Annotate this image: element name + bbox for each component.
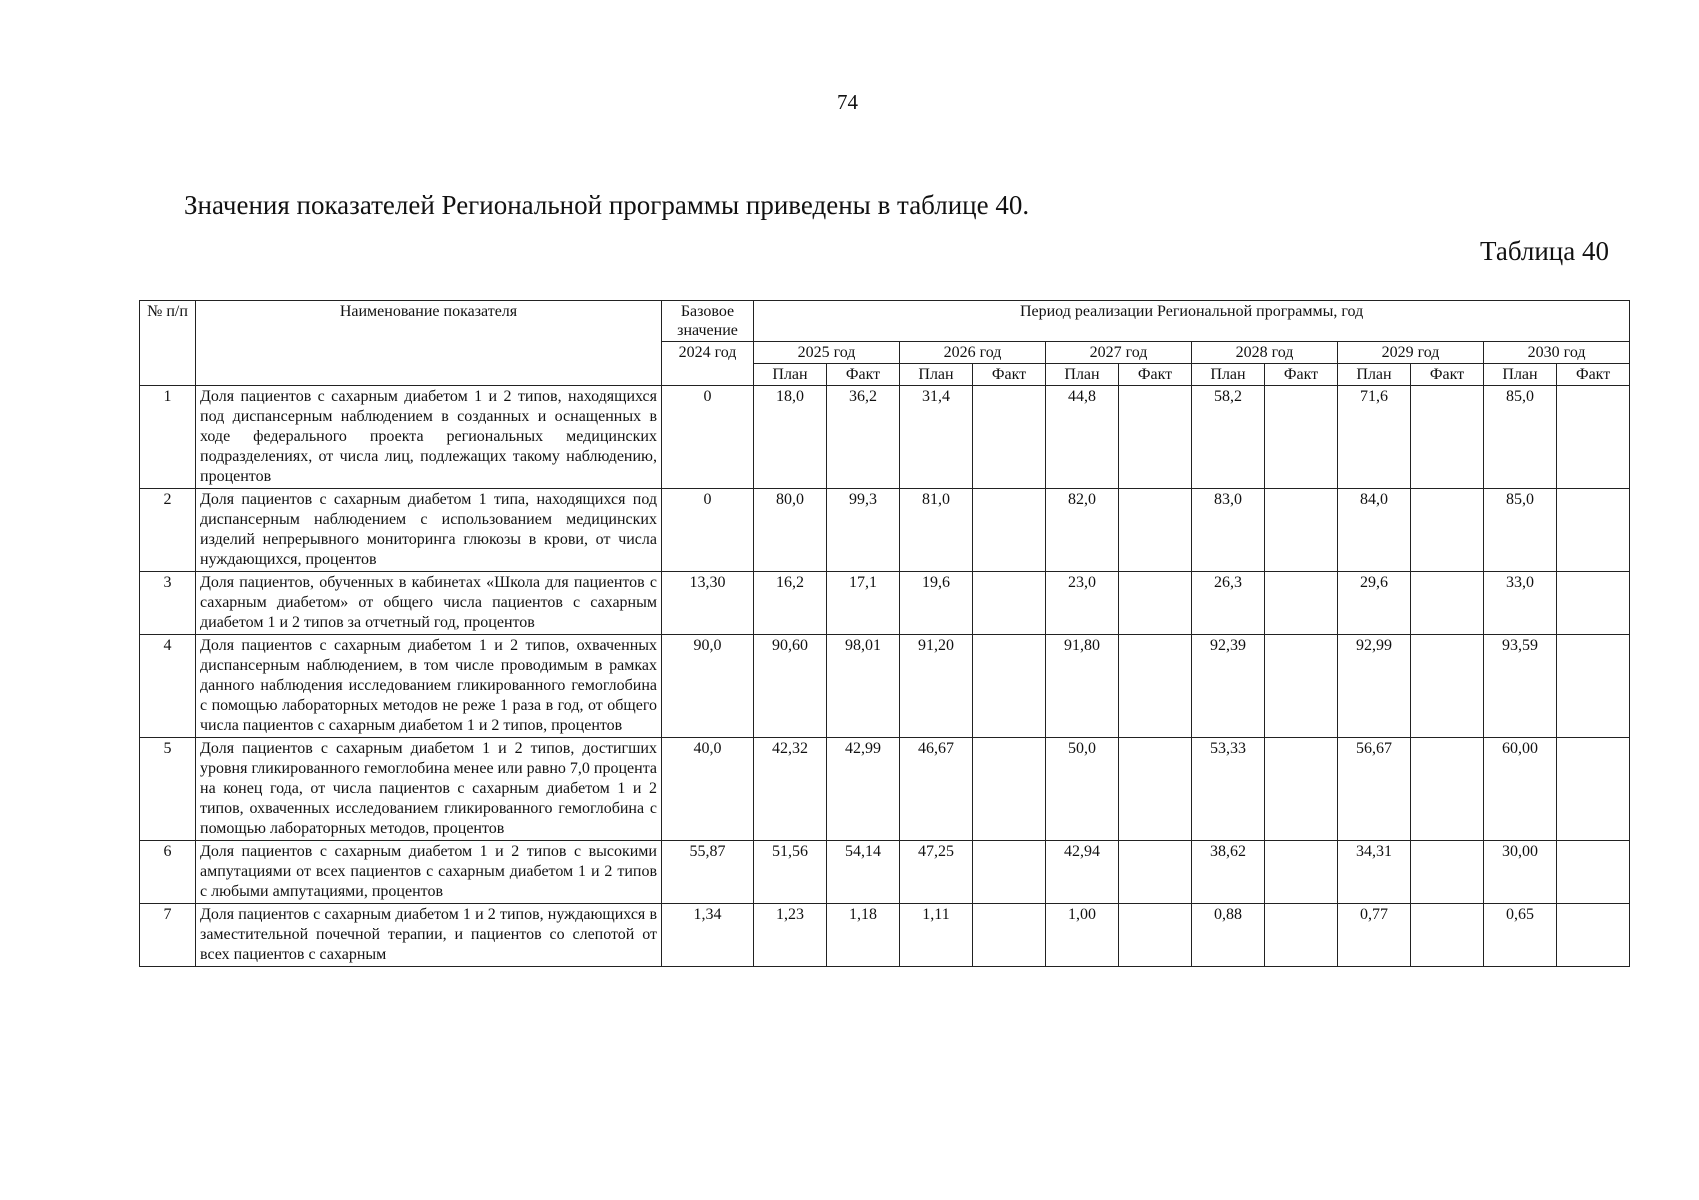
fact-value — [1119, 489, 1192, 572]
base-value: 1,34 — [662, 904, 754, 967]
fact-value: 1,18 — [827, 904, 900, 967]
plan-value: 44,8 — [1046, 386, 1119, 489]
header-year: 2030 год — [1484, 342, 1630, 364]
fact-value — [1119, 572, 1192, 635]
fact-value — [1411, 904, 1484, 967]
plan-value: 23,0 — [1046, 572, 1119, 635]
header-num: № п/п — [140, 301, 196, 386]
header-plan: План — [900, 364, 973, 386]
fact-value — [973, 572, 1046, 635]
indicators-table — [139, 300, 1630, 967]
fact-value — [973, 904, 1046, 967]
base-value: 0 — [662, 489, 754, 572]
fact-value — [1557, 904, 1630, 967]
row-number: 4 — [140, 635, 196, 738]
page-number: 74 — [837, 90, 858, 114]
table-row — [140, 386, 1630, 489]
table-row — [140, 738, 1630, 841]
plan-value: 82,0 — [1046, 489, 1119, 572]
fact-value — [1557, 386, 1630, 489]
row-number: 1 — [140, 386, 196, 489]
plan-value: 38,62 — [1192, 841, 1265, 904]
fact-value — [1411, 841, 1484, 904]
plan-value: 85,0 — [1484, 489, 1557, 572]
plan-value: 42,94 — [1046, 841, 1119, 904]
header-plan: План — [1484, 364, 1557, 386]
fact-value — [1265, 386, 1338, 489]
header-year: 2025 год — [754, 342, 900, 364]
plan-value: 47,25 — [900, 841, 973, 904]
plan-value: 29,6 — [1338, 572, 1411, 635]
table-body — [140, 386, 1630, 967]
indicator-name: Доля пациентов с сахарным диабетом 1 и 2 типов с высокими ампутациями от всех пациентов с сахарным диабетом 1 и 2 типов с любыми ампутациями, процентов — [196, 841, 662, 904]
plan-value: 60,00 — [1484, 738, 1557, 841]
fact-value — [1411, 738, 1484, 841]
plan-value: 56,67 — [1338, 738, 1411, 841]
plan-value: 33,0 — [1484, 572, 1557, 635]
header-year: 2026 год — [900, 342, 1046, 364]
plan-value: 85,0 — [1484, 386, 1557, 489]
fact-value — [1411, 489, 1484, 572]
header-fact: Факт — [827, 364, 900, 386]
plan-value: 46,67 — [900, 738, 973, 841]
plan-value: 92,99 — [1338, 635, 1411, 738]
header-row-1 — [140, 301, 1630, 342]
plan-value: 34,31 — [1338, 841, 1411, 904]
plan-value: 51,56 — [754, 841, 827, 904]
indicator-name: Доля пациентов с сахарным диабетом 1 и 2 типов, достигших уровня гликированного гемоглобина менее или равно 7,0 процента на конец года, от числа пациентов с сахарным диабетом 1 и 2 типов, охваченных исследованием гликированного гемоглобина с помощью лабораторных методов, процентов — [196, 738, 662, 841]
indicator-name: Доля пациентов, обученных в кабинетах «Школа для пациентов с сахарным диабетом» от общего числа пациентов с сахарным диабетом 1 и 2 типов за отчетный год, процентов — [196, 572, 662, 635]
fact-value — [1265, 738, 1338, 841]
base-value: 55,87 — [662, 841, 754, 904]
header-fact: Факт — [1411, 364, 1484, 386]
plan-value: 0,65 — [1484, 904, 1557, 967]
table-row — [140, 572, 1630, 635]
row-number: 3 — [140, 572, 196, 635]
plan-value: 0,88 — [1192, 904, 1265, 967]
plan-value: 53,33 — [1192, 738, 1265, 841]
row-number: 5 — [140, 738, 196, 841]
base-value: 13,30 — [662, 572, 754, 635]
plan-value: 42,32 — [754, 738, 827, 841]
fact-value — [1119, 904, 1192, 967]
fact-value: 54,14 — [827, 841, 900, 904]
plan-value: 90,60 — [754, 635, 827, 738]
plan-value: 81,0 — [900, 489, 973, 572]
plan-value: 93,59 — [1484, 635, 1557, 738]
table-row — [140, 489, 1630, 572]
indicator-name: Доля пациентов с сахарным диабетом 1 типа, находящихся под диспансерным наблюдением с использованием медицинских изделий непрерывного мониторинга глюкозы в крови, от числа нуждающихся, процентов — [196, 489, 662, 572]
fact-value: 36,2 — [827, 386, 900, 489]
header-base-year: 2024 год — [662, 342, 754, 386]
table-row — [140, 904, 1630, 967]
table-row — [140, 635, 1630, 738]
base-value: 40,0 — [662, 738, 754, 841]
plan-value: 31,4 — [900, 386, 973, 489]
fact-value — [1265, 904, 1338, 967]
fact-value — [1119, 386, 1192, 489]
fact-value — [1557, 635, 1630, 738]
plan-value: 18,0 — [754, 386, 827, 489]
fact-value: 42,99 — [827, 738, 900, 841]
header-fact: Факт — [1265, 364, 1338, 386]
header-name: Наименование показателя — [196, 301, 662, 386]
fact-value — [973, 635, 1046, 738]
fact-value — [1265, 489, 1338, 572]
header-fact: Факт — [973, 364, 1046, 386]
fact-value: 98,01 — [827, 635, 900, 738]
indicator-name: Доля пациентов с сахарным диабетом 1 и 2 типов, нуждающихся в заместительной почечной терапии, и пациентов со слепотой от всех пациентов с сахарным — [196, 904, 662, 967]
header-plan: План — [1338, 364, 1411, 386]
fact-value — [1265, 841, 1338, 904]
header-year: 2028 год — [1192, 342, 1338, 364]
plan-value: 16,2 — [754, 572, 827, 635]
plan-value: 0,77 — [1338, 904, 1411, 967]
header-fact: Факт — [1557, 364, 1630, 386]
header-plan: План — [754, 364, 827, 386]
fact-value — [1411, 635, 1484, 738]
fact-value — [1411, 386, 1484, 489]
plan-value: 26,3 — [1192, 572, 1265, 635]
fact-value — [973, 386, 1046, 489]
base-value: 0 — [662, 386, 754, 489]
intro-text: Значения показателей Региональной программы приведены в таблице 40. — [184, 190, 1030, 220]
plan-value: 1,11 — [900, 904, 973, 967]
plan-value: 84,0 — [1338, 489, 1411, 572]
fact-value — [1411, 572, 1484, 635]
plan-value: 92,39 — [1192, 635, 1265, 738]
plan-value: 19,6 — [900, 572, 973, 635]
fact-value: 99,3 — [827, 489, 900, 572]
fact-value — [1265, 572, 1338, 635]
plan-value: 58,2 — [1192, 386, 1265, 489]
row-number: 7 — [140, 904, 196, 967]
fact-value — [1119, 841, 1192, 904]
plan-value: 80,0 — [754, 489, 827, 572]
header-fact: Факт — [1119, 364, 1192, 386]
plan-value: 83,0 — [1192, 489, 1265, 572]
row-number: 2 — [140, 489, 196, 572]
indicator-name: Доля пациентов с сахарным диабетом 1 и 2 типов, охваченных диспансерным наблюдением, в том числе проводимым в рамках данного наблюдения исследованием гликированного гемоглобина с помощью лабораторных методов не реже 1 раза в год, от общего числа пациентов с сахарным диабетом 1 и 2 типов, процентов — [196, 635, 662, 738]
header-base: Базовое значение — [662, 301, 754, 342]
header-plan: План — [1046, 364, 1119, 386]
plan-value: 1,23 — [754, 904, 827, 967]
fact-value — [973, 841, 1046, 904]
fact-value — [973, 489, 1046, 572]
fact-value — [1557, 738, 1630, 841]
header-year: 2029 год — [1338, 342, 1484, 364]
plan-value: 50,0 — [1046, 738, 1119, 841]
header-year: 2027 год — [1046, 342, 1192, 364]
row-number: 6 — [140, 841, 196, 904]
fact-value — [1119, 738, 1192, 841]
base-value: 90,0 — [662, 635, 754, 738]
fact-value — [1557, 489, 1630, 572]
fact-value — [1557, 841, 1630, 904]
fact-value — [1119, 635, 1192, 738]
indicator-name: Доля пациентов с сахарным диабетом 1 и 2 типов, находящихся под диспансерным наблюдением в созданных и оснащенных в ходе федерального проекта региональных медицинских подразделениях, от числа лиц, подлежащих такому наблюдению, процентов — [196, 386, 662, 489]
header-period: Период реализации Региональной программы, год — [754, 301, 1630, 342]
plan-value: 30,00 — [1484, 841, 1557, 904]
header-plan: План — [1192, 364, 1265, 386]
plan-value: 71,6 — [1338, 386, 1411, 489]
fact-value: 17,1 — [827, 572, 900, 635]
table-caption: Таблица 40 — [1480, 236, 1609, 266]
fact-value — [1557, 572, 1630, 635]
plan-value: 91,20 — [900, 635, 973, 738]
plan-value: 1,00 — [1046, 904, 1119, 967]
fact-value — [973, 738, 1046, 841]
fact-value — [1265, 635, 1338, 738]
table-row — [140, 841, 1630, 904]
plan-value: 91,80 — [1046, 635, 1119, 738]
